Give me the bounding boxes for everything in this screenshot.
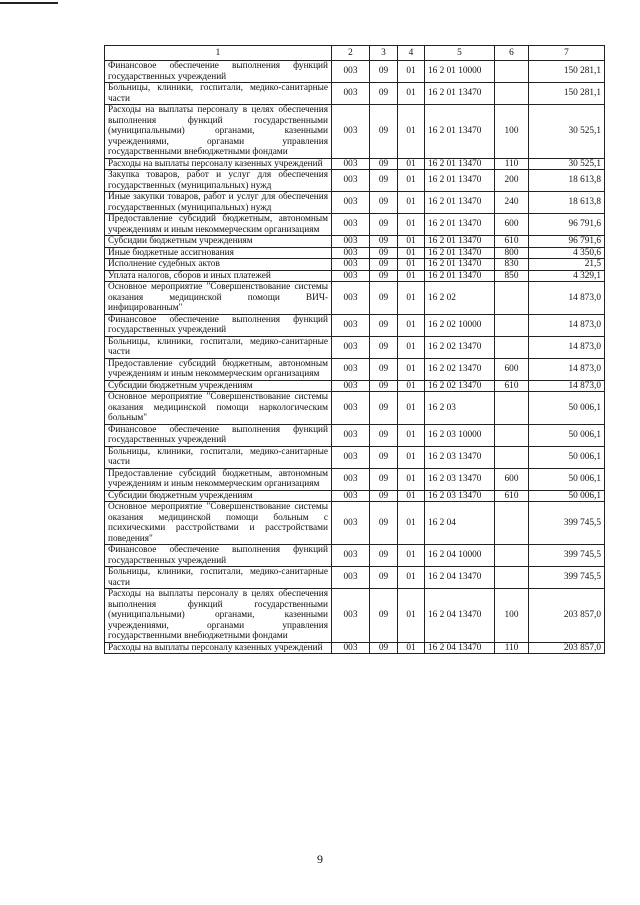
ministry-code-cell: 003	[332, 247, 370, 259]
subsection-code-cell: 01	[398, 642, 425, 654]
expense-type-cell	[495, 446, 529, 468]
target-article-cell: 16 2 03 13470	[425, 468, 495, 490]
target-article-cell: 16 2 02	[425, 282, 495, 315]
column-header: 4	[398, 46, 425, 61]
ministry-code-cell: 003	[332, 545, 370, 567]
expense-type-cell: 610	[495, 380, 529, 392]
row-name-cell: Расходы на выплаты персоналу в целях обеспечения выполнения функций государственными (муниципальными) органами, казенными учреждениями, органами управления государственными внебюджетными фондами	[105, 105, 332, 159]
section-code-cell: 09	[370, 170, 398, 192]
subsection-code-cell: 01	[398, 247, 425, 259]
table-row	[105, 158, 605, 170]
ministry-code-cell: 003	[332, 424, 370, 446]
section-code-cell: 09	[370, 589, 398, 643]
target-article-cell: 16 2 02 13470	[425, 380, 495, 392]
section-code-cell: 09	[370, 392, 398, 425]
amount-cell: 50 006,1	[529, 446, 605, 468]
subsection-code-cell: 01	[398, 192, 425, 214]
target-article-cell: 16 2 01 13470	[425, 192, 495, 214]
table-row	[105, 83, 605, 105]
amount-cell: 30 525,1	[529, 158, 605, 170]
target-article-cell: 16 2 01 13470	[425, 214, 495, 236]
amount-cell: 399 745,5	[529, 502, 605, 545]
subsection-code-cell: 01	[398, 236, 425, 248]
expense-type-cell: 600	[495, 358, 529, 380]
table-row	[105, 392, 605, 425]
table-row	[105, 424, 605, 446]
table-row	[105, 380, 605, 392]
ministry-code-cell: 003	[332, 358, 370, 380]
subsection-code-cell: 01	[398, 270, 425, 282]
subsection-code-cell: 01	[398, 424, 425, 446]
subsection-code-cell: 01	[398, 259, 425, 271]
subsection-code-cell: 01	[398, 545, 425, 567]
expense-type-cell	[495, 282, 529, 315]
section-code-cell: 09	[370, 259, 398, 271]
ministry-code-cell: 003	[332, 392, 370, 425]
target-article-cell: 16 2 02 13470	[425, 336, 495, 358]
table-row	[105, 567, 605, 589]
section-code-cell: 09	[370, 502, 398, 545]
column-header: 2	[332, 46, 370, 61]
expense-type-cell	[495, 545, 529, 567]
amount-cell: 203 857,0	[529, 589, 605, 643]
subsection-code-cell: 01	[398, 83, 425, 105]
target-article-cell: 16 2 01 13470	[425, 170, 495, 192]
amount-cell: 18 613,8	[529, 192, 605, 214]
ministry-code-cell: 003	[332, 314, 370, 336]
subsection-code-cell: 01	[398, 214, 425, 236]
ministry-code-cell: 003	[332, 490, 370, 502]
target-article-cell: 16 2 04	[425, 502, 495, 545]
table-row	[105, 446, 605, 468]
row-name-cell: Финансовое обеспечение выполнения функций государственных учреждений	[105, 314, 332, 336]
section-code-cell: 09	[370, 158, 398, 170]
expense-type-cell: 100	[495, 105, 529, 159]
table-body	[105, 61, 605, 654]
row-name-cell: Иные бюджетные ассигнования	[105, 247, 332, 259]
table-row	[105, 502, 605, 545]
expense-type-cell: 800	[495, 247, 529, 259]
row-name-cell: Финансовое обеспечение выполнения функций государственных учреждений	[105, 61, 332, 83]
expense-type-cell: 600	[495, 468, 529, 490]
ministry-code-cell: 003	[332, 446, 370, 468]
row-name-cell: Основное мероприятие "Совершенствование системы оказания медицинской помощи больным с психическими расстройствами и расстройствами поведения"	[105, 502, 332, 545]
amount-cell: 150 281,1	[529, 61, 605, 83]
section-code-cell: 09	[370, 270, 398, 282]
table-row	[105, 468, 605, 490]
subsection-code-cell: 01	[398, 446, 425, 468]
column-header: 6	[495, 46, 529, 61]
table-row	[105, 247, 605, 259]
subsection-code-cell: 01	[398, 392, 425, 425]
table-row	[105, 490, 605, 502]
subsection-code-cell: 01	[398, 61, 425, 83]
target-article-cell: 16 2 01 13470	[425, 158, 495, 170]
expense-type-cell	[495, 567, 529, 589]
ministry-code-cell: 003	[332, 170, 370, 192]
row-name-cell: Расходы на выплаты персоналу казенных учреждений	[105, 158, 332, 170]
table-row	[105, 170, 605, 192]
section-code-cell: 09	[370, 192, 398, 214]
column-header: 3	[370, 46, 398, 61]
ministry-code-cell: 003	[332, 236, 370, 248]
amount-cell: 14 873,0	[529, 336, 605, 358]
amount-cell: 14 873,0	[529, 314, 605, 336]
ministry-code-cell: 003	[332, 214, 370, 236]
section-code-cell: 09	[370, 567, 398, 589]
ministry-code-cell: 003	[332, 502, 370, 545]
table-row	[105, 192, 605, 214]
expense-type-cell: 200	[495, 170, 529, 192]
row-name-cell: Предоставление субсидий бюджетным, автономным учреждениям и иным некоммерческим организациям	[105, 358, 332, 380]
ministry-code-cell: 003	[332, 270, 370, 282]
amount-cell: 50 006,1	[529, 392, 605, 425]
section-code-cell: 09	[370, 282, 398, 315]
row-name-cell: Больницы, клиники, госпитали, медико-санитарные части	[105, 336, 332, 358]
subsection-code-cell: 01	[398, 490, 425, 502]
amount-cell: 96 791,6	[529, 214, 605, 236]
section-code-cell: 09	[370, 490, 398, 502]
row-name-cell: Больницы, клиники, госпитали, медико-санитарные части	[105, 567, 332, 589]
target-article-cell: 16 2 03 10000	[425, 424, 495, 446]
target-article-cell: 16 2 01 13470	[425, 247, 495, 259]
amount-cell: 150 281,1	[529, 83, 605, 105]
target-article-cell: 16 2 01 13470	[425, 105, 495, 159]
section-code-cell: 09	[370, 247, 398, 259]
expense-type-cell	[495, 502, 529, 545]
expense-type-cell	[495, 424, 529, 446]
expense-type-cell: 110	[495, 158, 529, 170]
header-row	[105, 46, 605, 61]
ministry-code-cell: 003	[332, 61, 370, 83]
section-code-cell: 09	[370, 61, 398, 83]
amount-cell: 18 613,8	[529, 170, 605, 192]
table-row	[105, 589, 605, 643]
target-article-cell: 16 2 01 13470	[425, 83, 495, 105]
ministry-code-cell: 003	[332, 589, 370, 643]
column-header: 1	[105, 46, 332, 61]
table-row	[105, 105, 605, 159]
subsection-code-cell: 01	[398, 567, 425, 589]
table-row	[105, 214, 605, 236]
section-code-cell: 09	[370, 545, 398, 567]
target-article-cell: 16 2 04 13470	[425, 567, 495, 589]
table-row	[105, 336, 605, 358]
expense-type-cell: 610	[495, 490, 529, 502]
subsection-code-cell: 01	[398, 282, 425, 315]
row-name-cell: Исполнение судебных актов	[105, 259, 332, 271]
row-name-cell: Расходы на выплаты персоналу в целях обеспечения выполнения функций государственными (муниципальными) органами, казенными учреждениями, органами управления государственными внебюджетными фондами	[105, 589, 332, 643]
target-article-cell: 16 2 01 13470	[425, 259, 495, 271]
row-name-cell: Предоставление субсидий бюджетным, автономным учреждениям и иным некоммерческим организациям	[105, 214, 332, 236]
target-article-cell: 16 2 04 10000	[425, 545, 495, 567]
table-row	[105, 545, 605, 567]
subsection-code-cell: 01	[398, 468, 425, 490]
amount-cell: 399 745,5	[529, 545, 605, 567]
section-code-cell: 09	[370, 105, 398, 159]
amount-cell: 21,5	[529, 259, 605, 271]
ministry-code-cell: 003	[332, 380, 370, 392]
budget-table	[104, 45, 605, 654]
expense-type-cell	[495, 61, 529, 83]
row-name-cell: Субсидии бюджетным учреждениям	[105, 236, 332, 248]
amount-cell: 30 525,1	[529, 105, 605, 159]
table-row	[105, 314, 605, 336]
expense-type-cell	[495, 314, 529, 336]
expense-type-cell: 240	[495, 192, 529, 214]
expense-type-cell: 110	[495, 642, 529, 654]
amount-cell: 96 791,6	[529, 236, 605, 248]
ministry-code-cell: 003	[332, 468, 370, 490]
amount-cell: 399 745,5	[529, 567, 605, 589]
ministry-code-cell: 003	[332, 192, 370, 214]
row-name-cell: Финансовое обеспечение выполнения функций государственных учреждений	[105, 424, 332, 446]
amount-cell: 4 329,1	[529, 270, 605, 282]
expense-type-cell: 610	[495, 236, 529, 248]
row-name-cell: Субсидии бюджетным учреждениям	[105, 490, 332, 502]
subsection-code-cell: 01	[398, 105, 425, 159]
expense-type-cell: 830	[495, 259, 529, 271]
target-article-cell: 16 2 04 13470	[425, 642, 495, 654]
target-article-cell: 16 2 04 13470	[425, 589, 495, 643]
page-number: 9	[317, 852, 323, 866]
amount-cell: 50 006,1	[529, 468, 605, 490]
ministry-code-cell: 003	[332, 105, 370, 159]
ministry-code-cell: 003	[332, 259, 370, 271]
row-name-cell: Предоставление субсидий бюджетным, автономным учреждениям и иным некоммерческим организациям	[105, 468, 332, 490]
target-article-cell: 16 2 01 13470	[425, 270, 495, 282]
expense-type-cell: 600	[495, 214, 529, 236]
subsection-code-cell: 01	[398, 380, 425, 392]
table-row	[105, 61, 605, 83]
table-row	[105, 358, 605, 380]
section-code-cell: 09	[370, 83, 398, 105]
row-name-cell: Субсидии бюджетным учреждениям	[105, 380, 332, 392]
expense-type-cell: 850	[495, 270, 529, 282]
section-code-cell: 09	[370, 446, 398, 468]
table-row	[105, 236, 605, 248]
row-name-cell: Иные закупки товаров, работ и услуг для обеспечения государственных (муниципальных) нужд	[105, 192, 332, 214]
subsection-code-cell: 01	[398, 358, 425, 380]
section-code-cell: 09	[370, 314, 398, 336]
column-header: 7	[529, 46, 605, 61]
section-code-cell: 09	[370, 236, 398, 248]
row-name-cell: Закупка товаров, работ и услуг для обеспечения государственных (муниципальных) нужд	[105, 170, 332, 192]
row-name-cell: Больницы, клиники, госпитали, медико-санитарные части	[105, 446, 332, 468]
section-code-cell: 09	[370, 358, 398, 380]
row-name-cell: Уплата налогов, сборов и иных платежей	[105, 270, 332, 282]
column-header: 5	[425, 46, 495, 61]
amount-cell: 14 873,0	[529, 282, 605, 315]
target-article-cell: 16 2 02 10000	[425, 314, 495, 336]
section-code-cell: 09	[370, 642, 398, 654]
row-name-cell: Основное мероприятие "Совершенствование системы оказания медицинской помощи наркологическим больным"	[105, 392, 332, 425]
amount-cell: 203 857,0	[529, 642, 605, 654]
target-article-cell: 16 2 03 13470	[425, 490, 495, 502]
top-rule	[0, 2, 58, 4]
table-row	[105, 282, 605, 315]
subsection-code-cell: 01	[398, 589, 425, 643]
row-name-cell: Больницы, клиники, госпитали, медико-санитарные части	[105, 83, 332, 105]
expense-type-cell: 100	[495, 589, 529, 643]
section-code-cell: 09	[370, 380, 398, 392]
ministry-code-cell: 003	[332, 83, 370, 105]
table-row	[105, 270, 605, 282]
subsection-code-cell: 01	[398, 170, 425, 192]
expense-type-cell	[495, 392, 529, 425]
target-article-cell: 16 2 03 13470	[425, 446, 495, 468]
section-code-cell: 09	[370, 336, 398, 358]
subsection-code-cell: 01	[398, 502, 425, 545]
ministry-code-cell: 003	[332, 282, 370, 315]
ministry-code-cell: 003	[332, 158, 370, 170]
row-name-cell: Основное мероприятие "Совершенствование системы оказания медицинской помощи ВИЧ-инфицированным"	[105, 282, 332, 315]
amount-cell: 50 006,1	[529, 490, 605, 502]
row-name-cell: Финансовое обеспечение выполнения функций государственных учреждений	[105, 545, 332, 567]
target-article-cell: 16 2 02 13470	[425, 358, 495, 380]
table-row	[105, 642, 605, 654]
ministry-code-cell: 003	[332, 642, 370, 654]
subsection-code-cell: 01	[398, 314, 425, 336]
expense-type-cell	[495, 83, 529, 105]
table-row	[105, 259, 605, 271]
amount-cell: 50 006,1	[529, 424, 605, 446]
ministry-code-cell: 003	[332, 336, 370, 358]
target-article-cell: 16 2 03	[425, 392, 495, 425]
expense-type-cell	[495, 336, 529, 358]
section-code-cell: 09	[370, 214, 398, 236]
target-article-cell: 16 2 01 13470	[425, 236, 495, 248]
row-name-cell: Расходы на выплаты персоналу казенных учреждений	[105, 642, 332, 654]
amount-cell: 14 873,0	[529, 380, 605, 392]
ministry-code-cell: 003	[332, 567, 370, 589]
amount-cell: 4 350,6	[529, 247, 605, 259]
section-code-cell: 09	[370, 424, 398, 446]
section-code-cell: 09	[370, 468, 398, 490]
amount-cell: 14 873,0	[529, 358, 605, 380]
subsection-code-cell: 01	[398, 336, 425, 358]
subsection-code-cell: 01	[398, 158, 425, 170]
target-article-cell: 16 2 01 10000	[425, 61, 495, 83]
